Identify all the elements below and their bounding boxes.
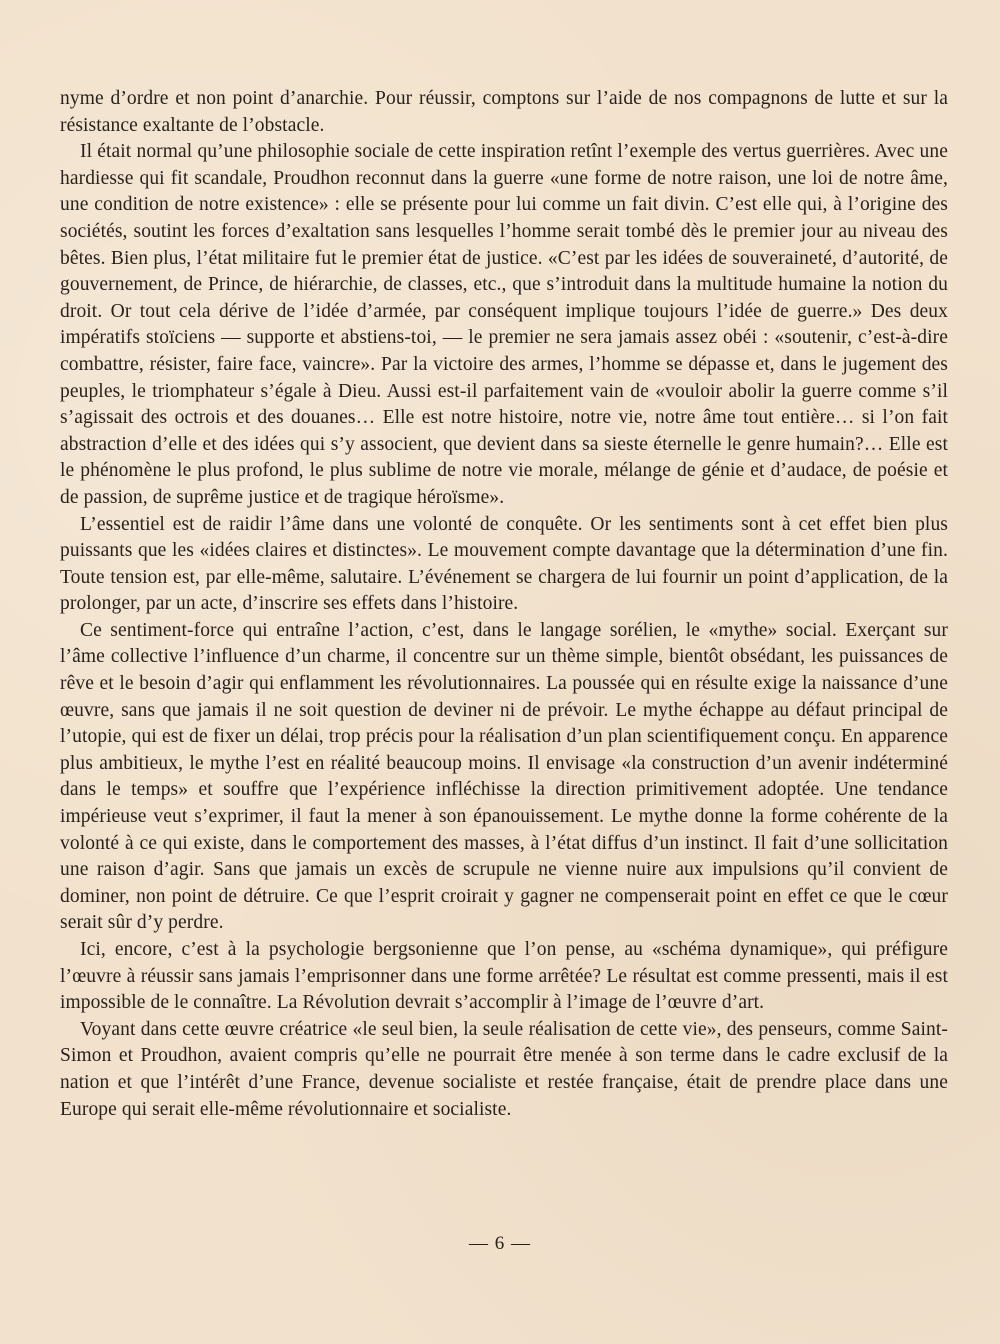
page-number: — 6 —	[469, 1233, 531, 1254]
paragraph-conquest-will: L’essentiel est de raidir l’âme dans une volonté de conquête. Or les sentiments sont à cet effet bien plus puissants que les «idées claires et distinctes». Le mouvement compte davantage que la détermination d’une fin. Toute tension est, par elle-même, salutaire. L’événement se chargera de lui fournir un point d’application, de la prolonger, par un acte, d’inscrire ses effets dans l’histoire.	[60, 513, 948, 615]
paragraph-war-virtues: Il était normal qu’une philosophie sociale de cette inspiration retînt l’exemple des vertus guerrières. Avec une hardiesse qui fit scandale, Proudhon reconnut dans la guerre «une forme de notre raison, une loi de notre âme, une condition de notre existence» : elle se présente pour lui comme un fait divin. C’est elle qui, à l’origine des sociétés, soutint les forces d’exaltation sans lesquelles l’homme serait tombé dès le premier jour au niveau des bêtes. Bien plus, l’état militaire fut le premier état de justice. «C’est par les idées de souveraineté, d’autorité, de gouvernement, de Prince, de hiérarchie, de classes, etc., que s’introduit dans la multitude humaine la notion du droit. Or tout cela dérive de l’idée d’armée, par conséquent implique toujours l’idée de guerre.» Des deux impératifs stoïciens — supporte et abstiens-toi, — le premier ne sera jamais assez obéi : «soutenir, c’est-à-dire combattre, résister, faire face, vaincre». Par la victoire des armes, l’homme se dépasse et, dans le jugement des peuples, le triomphateur s’égale à Dieu. Aussi est-il parfaitement vain de «vouloir abolir la guerre comme s’il s’agissait des octrois et des douanes… Elle est notre histoire, notre vie, notre âme tout entière… si l’on fait abstraction d’elle et des idées qui s’y associent, que devient dans sa sieste éternelle le genre humain?… Elle est le phénomène le plus profond, le plus sublime de notre vie morale, mélange de génie et d’audace, de poésie et de passion, de suprême justice et de tragique héroïsme».	[60, 141, 948, 508]
body-text	[60, 86, 948, 1123]
paragraph-europe: Voyant dans cette œuvre créatrice «le seul bien, la seule réalisation de cette vie», des penseurs, comme Saint-Simon et Proudhon, avaient compris qu’elle ne pourrait être menée à son terme dans le cadre exclusif de la nation et que l’intérêt d’une France, devenue socialiste et restée française, était de prendre place dans une Europe qui serait elle-même révolutionnaire et socialiste.	[60, 1018, 948, 1120]
paragraph-social-myth: Ce sentiment-force qui entraîne l’action, c’est, dans le langage sorélien, le «mythe» social. Exerçant sur l’âme collective l’influence d’un charme, il concentre sur un thème simple, bientôt obsédant, les puissances de rêve et le besoin d’agir qui enflamment les révolutionnaires. La poussée qui en résulte exige la naissance d’une œuvre, sans que jamais il ne soit question de deviner ni de prévoir. Le mythe échappe au défaut principal de l’utopie, qui est de fixer un délai, trop précis pour la réalisation d’un plan scientifiquement conçu. En apparence plus ambitieux, le mythe l’est en réalité beaucoup moins. Il envisage «la construction d’un avenir indéterminé dans le temps» et souffre que l’expérience infléchisse la direction primitivement adoptée. Une tendance impérieuse veut s’exprimer, il faut la mener à son épanouissement. Le mythe donne la forme cohérente de la volonté à ce qui existe, dans le comportement des masses, à l’état diffus d’un instinct. Il fait d’une sollicitation une raison d’agir. Sans que jamais un excès de scrupule ne vienne nuire aux impulsions qu’il convient de dominer, non point de détruire. Ce que l’esprit croirait y gagner ne compenserait point en effet ce que le cœur serait sûr d’y perdre.	[60, 619, 948, 934]
paragraph-continuation: nyme d’ordre et non point d’anarchie. Pour réussir, comptons sur l’aide de nos compagnons de lutte et sur la résistance exaltante de l’obstacle.	[60, 88, 948, 136]
paragraph-bergson: Ici, encore, c’est à la psychologie bergsonienne que l’on pense, au «schéma dynamique», qui préfigure l’œuvre à réussir sans jamais l’emprisonner dans une forme arrêtée? Le résultat est comme pressenti, mais il est impossible de le connaître. La Révolution devrait s’accomplir à l’image de l’œuvre d’art.	[60, 939, 948, 1014]
